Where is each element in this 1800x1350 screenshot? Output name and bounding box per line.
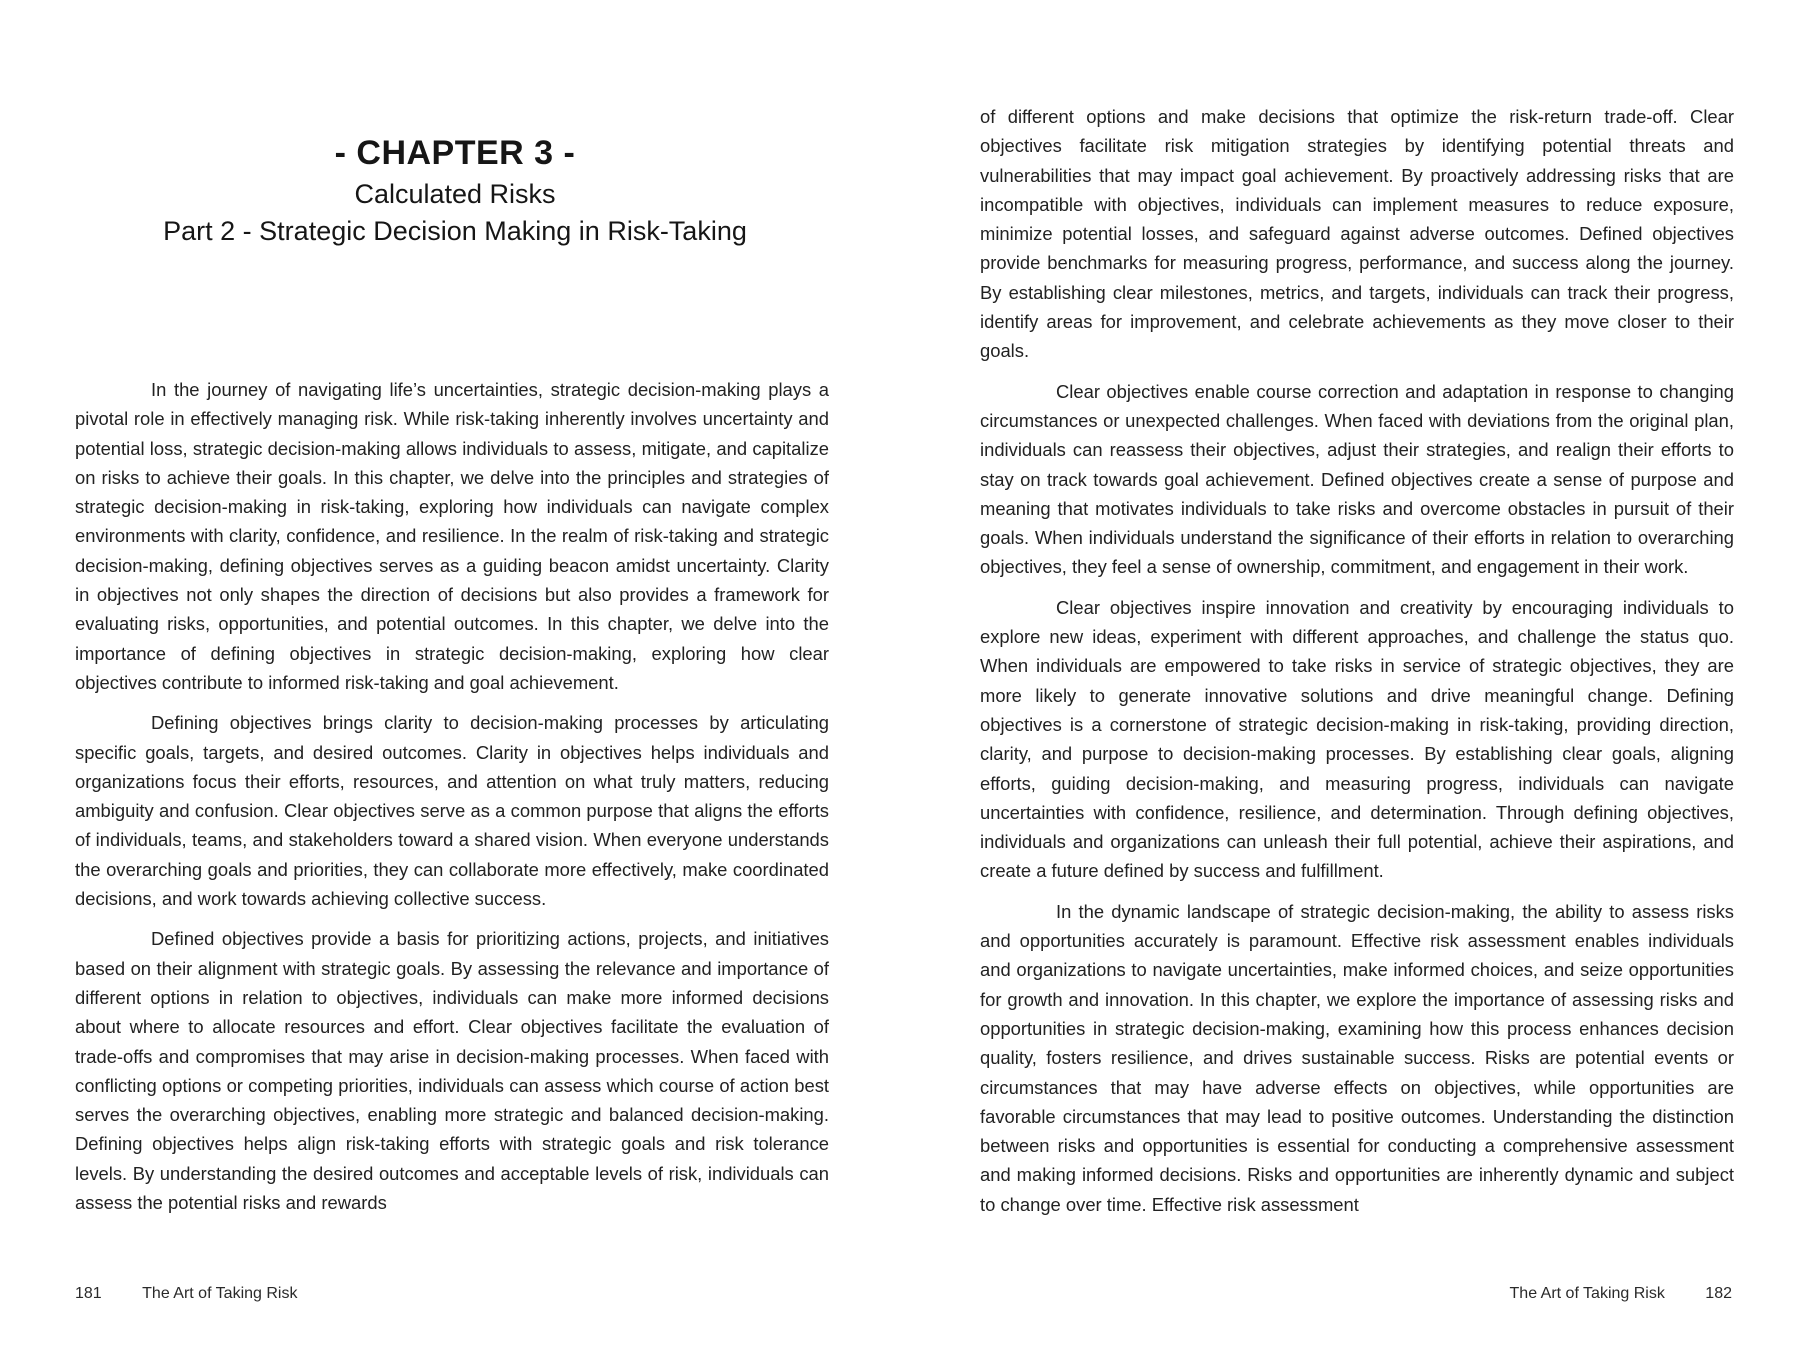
- right-footer: [1510, 1284, 1732, 1304]
- right-body-text: [980, 102, 1734, 1230]
- running-title: The Art of Taking Risk: [1509, 1285, 1665, 1302]
- left-footer: [75, 1284, 297, 1304]
- page-number: 182: [1705, 1285, 1732, 1302]
- running-title: The Art of Taking Risk: [142, 1285, 298, 1302]
- chapter-heading: [75, 132, 835, 250]
- chapter-title: Calculated Risks: [354, 179, 556, 209]
- paragraph: In the dynamic landscape of strategic decision-making, the ability to assess risks and opportunities accurately is paramount. Effective risk assessment enables individuals and organizations to navigate uncertainties, make informed choices, and seize opportunities for growth and innovation. In this chapter, we explore the importance of assessing risks and opportunities in strategic decision-making, examining how this process enhances decision quality, fosters resilience, and drives sustainable success. Risks are potential events or circumstances that may have adverse effects on objectives, while opportunities are favorable circumstances that may lead to positive outcomes. Understanding the distinction between risks and opportunities is essential for conducting a comprehensive assessment and making informed decisions. Risks and opportunities are inherently dynamic and subject to change over time. Effective risk assessment: [980, 900, 1734, 1215]
- right-page: [900, 0, 1800, 1350]
- paragraph: Clear objectives enable course correction and adaptation in response to changing circumstances or unexpected challenges. When faced with deviations from the original plan, individuals can reassess their objectives, adjust their strategies, and realign their efforts to stay on track towards goal achievement. Defined objectives create a sense of purpose and meaning that motivates individuals to take risks and overcome obstacles in pursuit of their goals. When individuals understand the significance of their efforts in relation to overarching objectives, they feel a sense of ownership, commitment, and engagement in their work.: [980, 380, 1734, 578]
- paragraph: Defining objectives brings clarity to decision-making processes by articulating specific goals, targets, and desired outcomes. Clarity in objectives helps individuals and organizations focus their efforts, resources, and attention on what truly matters, reducing ambiguity and confusion. Clear objectives serve as a common purpose that aligns the efforts of individuals, teams, and stakeholders toward a shared vision. When everyone understands the overarching goals and priorities, they can collaborate more effectively, make coordinated decisions, and work towards achieving collective success.: [75, 712, 829, 910]
- chapter-number: - CHAPTER 3 -: [334, 134, 576, 172]
- paragraph: Defined objectives provide a basis for prioritizing actions, projects, and initiatives based on their alignment with strategic goals. By assessing the relevance and importance of different options in relation to objectives, individuals can make more informed decisions about where to allocate resources and effort. Clear objectives facilitate the evaluation of trade-offs and compromises that may arise in decision-making processes. When faced with conflicting options or competing priorities, individuals can assess which course of action best serves the overarching objectives, enabling more strategic and balanced decision-making. Defining objectives helps align risk-taking efforts with strategic goals and risk tolerance levels. By understanding the desired outcomes and acceptable levels of risk, individuals can assess the potential risks and rewards: [75, 928, 829, 1214]
- paragraph: In the journey of navigating life’s uncertainties, strategic decision-making plays a pivotal role in effectively managing risk. While risk-taking inherently involves uncertainty and potential loss, strategic decision-making allows individuals to assess, mitigate, and capitalize on risks to achieve their goals. In this chapter, we delve into the principles and strategies of strategic decision-making in risk-taking, exploring how individuals can navigate complex environments with clarity, confidence, and resilience. In the realm of risk-taking and strategic decision-making, defining objectives serves as a guiding beacon amidst uncertainty. Clarity in objectives not only shapes the direction of decisions but also provides a framework for evaluating risks, opportunities, and potential outcomes. In this chapter, we delve into the importance of defining objectives in strategic decision-making, exploring how clear objectives contribute to informed risk-taking and goal achievement.: [75, 379, 829, 693]
- chapter-part-title: Part 2 - Strategic Decision Making in Risk-Taking: [163, 216, 747, 246]
- left-body-text: [75, 375, 829, 1228]
- page-number: 181: [75, 1285, 102, 1302]
- paragraph-continued: of different options and make decisions that optimize the risk-return trade-off. Clear objectives facilitate risk mitigation strategies by identifying potential threats and vulnerabilities that may impact goal achievement. By proactively addressing risks that are incompatible with objectives, individuals can implement measures to reduce exposure, minimize potential losses, and safeguard against adverse outcomes. Defined objectives provide benchmarks for measuring progress, performance, and success along the journey. By establishing clear milestones, metrics, and targets, individuals can track their progress, identify areas for improvement, and celebrate achievements as they move closer to their goals.: [980, 106, 1734, 362]
- paragraph: Clear objectives inspire innovation and creativity by encouraging individuals to explore new ideas, experiment with different approaches, and challenge the status quo. When individuals are empowered to take risks in service of strategic objectives, they are more likely to generate innovative solutions and drive meaningful change. Defining objectives is a cornerstone of strategic decision-making in risk-taking, providing direction, clarity, and purpose to decision-making processes. By establishing clear goals, aligning efforts, guiding decision-making, and measuring progress, individuals can navigate uncertainties with confidence, resilience, and determination. Through defining objectives, individuals and organizations can unleash their full potential, achieve their aspirations, and create a future defined by success and fulfillment.: [980, 596, 1734, 882]
